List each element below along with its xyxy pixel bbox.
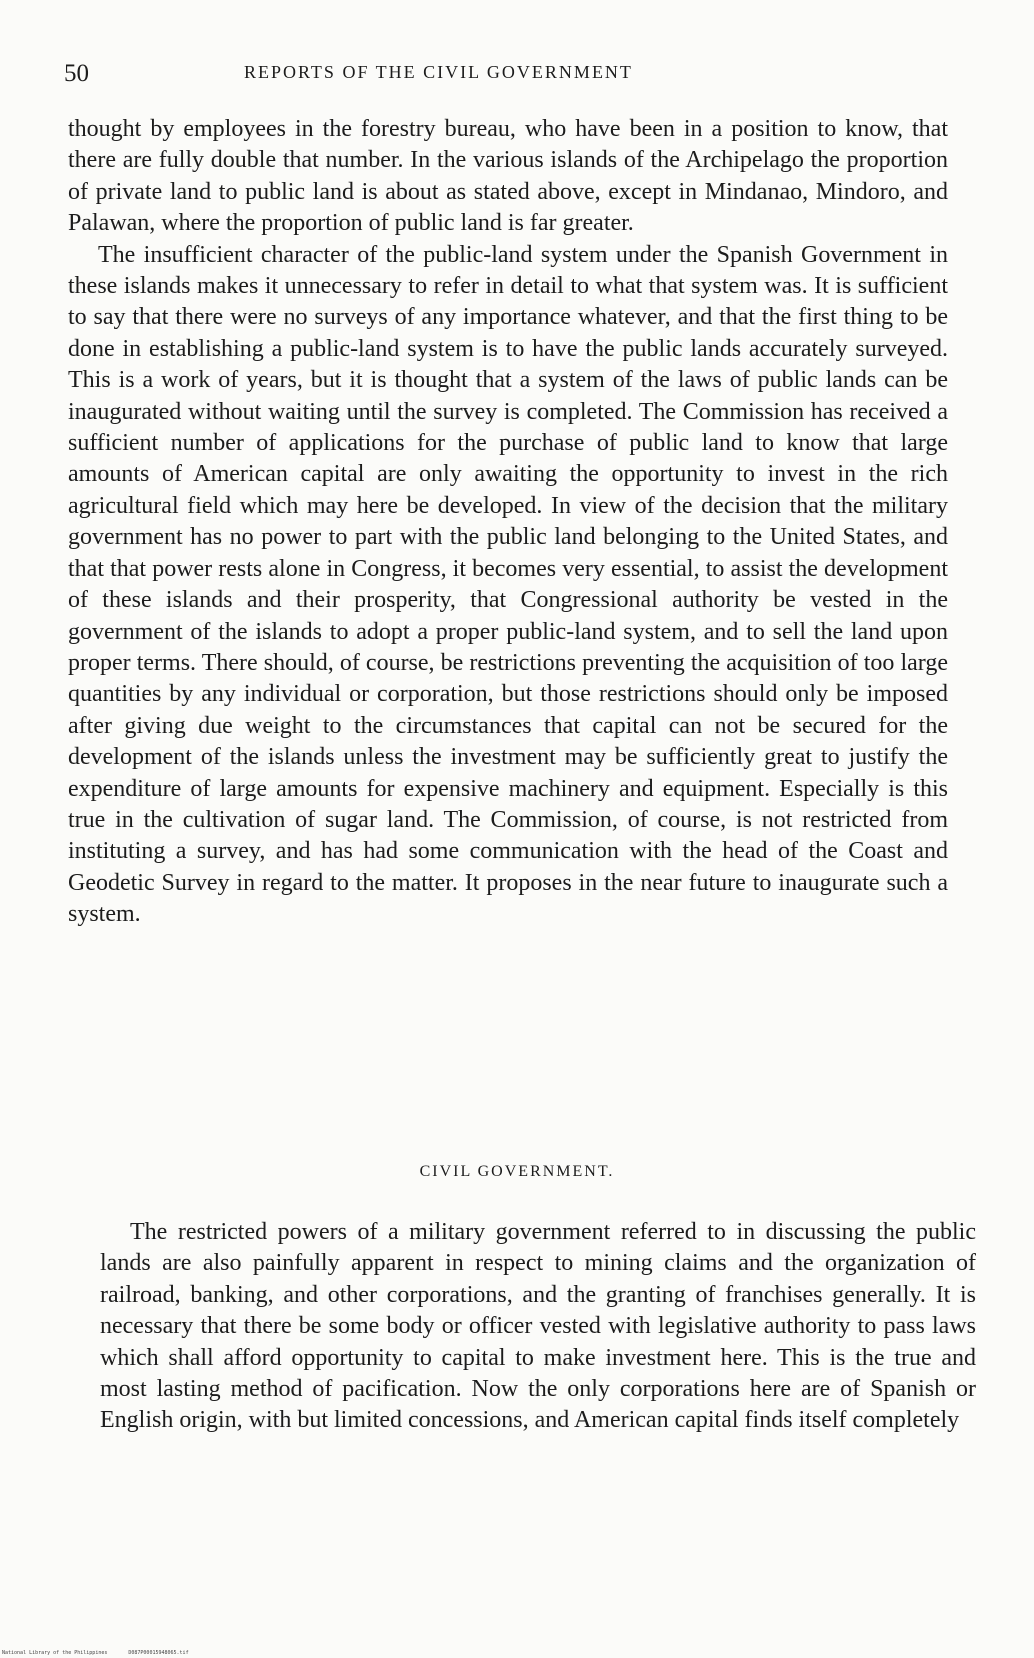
scan-footer: [2, 1650, 207, 1656]
page-header: [64, 56, 964, 96]
footer-library: National Library of the Philippines: [2, 1650, 108, 1656]
footer-file-id: D087P00015948065.tif: [128, 1650, 189, 1656]
paragraph-continued: thought by employees in the forestry bureau, who have been in a position to know, that there are fully double that number. In the various islands of the Archipelago the proportion of private land to public land is about as stated above, except in Mindanao, Mindoro, and Palawan, where the proportion of public land is far greater.: [68, 116, 948, 237]
body-text: [68, 114, 948, 931]
section-text: [100, 1217, 976, 1437]
paragraph-civil-government: The restricted powers of a military government referred to in discussing the public lands are also painfully apparent in respect to mining claims and the organization of railroad, banking, and other corporations, and the granting of franchises generally. It is necessary that there be some body or officer vested with legislative authority to pass laws which shall afford opportunity to capital to make investment here. This is the true and most lasting method of pacification. Now the only corporations here are of Spanish or English origin, with but limited concessions, and American capital finds itself completely: [100, 1219, 976, 1434]
running-head: REPORTS OF THE CIVIL GOVERNMENT: [244, 62, 633, 82]
paragraph-public-land-system: The insufficient character of the public-land system under the Spanish Government in these islands makes it unnecessary to refer in detail to what that system was. It is sufficient to say that there were no surveys of any importance whatever, and that the first thing to be done in establishing a public-land system is to have the public lands accurately surveyed. This is a work of years, but it is thought that a system of the laws of public lands can be inaugurated without waiting until the survey is completed. The Commission has received a sufficient number of applications for the purchase of public land to know that large amounts of American capital are only awaiting the opportunity to invest in the rich agricultural field which may here be developed. In view of the decision that the military government has no power to part with the public land belonging to the United States, and that that power rests alone in Congress, it becomes very essential, to assist the development of these islands and their prosperity, that Congressional authority be vested in the government of the islands to adopt a proper public-land system, and to sell the land upon proper terms. There should, of course, be restrictions preventing the acquisition of too large quantities by any individual or corporation, but those restrictions should only be imposed after giving due weight to the circumstances that capital can not be secured for the development of the islands unless the investment may be sufficiently great to justify the expenditure of large amounts for expensive machinery and equipment. Especially is this true in the cultivation of sugar land. The Commission, of course, is not restricted from instituting a survey, and has had some communication with the head of the Coast and Geodetic Survey in regard to the matter. It proposes in the near future to inaugurate such a system.: [68, 241, 948, 928]
page-number: 50: [64, 60, 89, 87]
section-heading: CIVIL GOVERNMENT.: [419, 1163, 615, 1180]
